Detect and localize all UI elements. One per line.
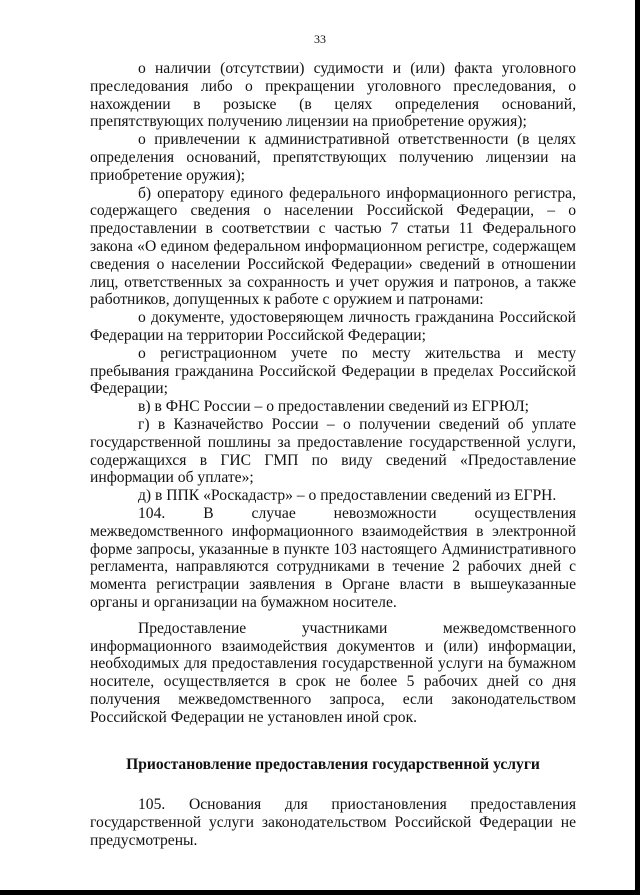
paragraph: 105. Основания для приостановления предоставления государственной услуги законодательством Российской Федерации не предусмотрены. — [90, 796, 576, 849]
paragraph: в) в ФНС России – о предоставлении сведений из ЕГРЮЛ; — [138, 398, 529, 416]
scan-edge-bottom — [0, 890, 640, 895]
paragraph: о документе, удостоверяющем личность гражданина Российской Федерации на территории Российской Федерации; — [90, 309, 576, 344]
spacer — [90, 612, 576, 620]
paragraph: Предоставление участниками межведомственного информационного взаимодействия документов и (или) информации, необходимых для предоставления государственной услуги на бумажном носителе, осуществляется в срок не более 5 рабочих дней со дня получения межведомственного запроса, если законодательством Российской Федерации не установлен иной срок. — [90, 619, 576, 726]
paragraph: б) оператору единого федерального информационного регистра, содержащего сведения о населении Российской Федерации, – о предоставлении в соответствии с частью 7 статьи 11 Федерального закона «О едином федеральном информационном регистре, содержащем сведения о населении Российской Федерации» сведений в отношении лиц, ответственных за сохранность и учет оружия и патронов, а также работников, допущенных к работе с оружием и патронами: — [90, 184, 576, 309]
paragraph: г) в Казначейство России – о получении сведений об уплате государственной пошлины за предоставление государственной услуги, содержащихся в ГИС ГМП по виду сведений «Предоставление информации об уплате»; — [90, 415, 576, 487]
paragraph: 104. В случае невозможности осуществления межведомственного информационного взаимодействия в электронной форме запросы, указанные в пункте 103 настоящего Административного регламента, направляются сотрудниками в течение 2 рабочих дней с момента регистрации заявления в Органе власти в вышеуказанные органы и организации на бумажном носителе. — [90, 504, 576, 611]
scan-edge-right — [635, 0, 640, 895]
paragraph: о наличии (отсутствии) судимости и (или) факта уголовного преследования либо о прекращении уголовного преследования, о нахождении в розыске (в целях определения оснований, препятствующих получению лицензии на приобретение оружия); — [90, 60, 576, 131]
section-heading: Приостановление предоставления государственной услуги — [126, 756, 540, 774]
paragraph: о регистрационном учете по месту жительства и месту пребывания гражданина Российской Федерации в пределах Российской Федерации; — [90, 344, 576, 398]
document-body — [90, 60, 576, 850]
paragraph: о привлечении к административной ответственности (в целях определения оснований, препятствующих получению лицензии на приобретение оружия); — [90, 131, 576, 184]
paragraph: д) в ППК «Роскадастр» – о предоставлении сведений из ЕГРН. — [138, 487, 557, 505]
page-number: 33 — [314, 32, 326, 46]
